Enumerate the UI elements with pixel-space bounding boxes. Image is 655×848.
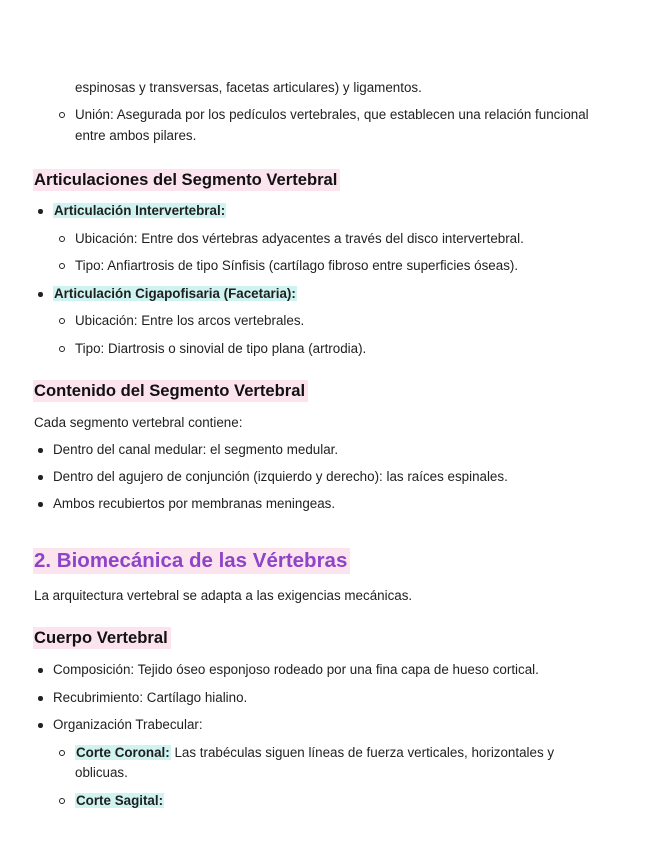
section-heading-articulaciones: Articulaciones del Segmento Vertebral: [33, 169, 340, 191]
term-highlight: Corte Sagital:: [76, 793, 164, 808]
disc-bullet: [38, 475, 43, 480]
term-highlight: Articulación Cigapofisaria (Facetaria):: [54, 286, 296, 301]
circle-bullet: [59, 346, 65, 352]
section-heading-contenido: Contenido del Segmento Vertebral: [33, 380, 308, 402]
term-highlight: Corte Coronal:: [76, 745, 170, 760]
circle-bullet: [59, 750, 65, 756]
continuation-line: espinosas y transversas, facetas articulares) y ligamentos.: [75, 80, 422, 95]
disc-bullet: [38, 448, 43, 453]
disc-bullet: [38, 668, 43, 673]
list-sub-item: [75, 742, 554, 763]
list-sub-item: Ubicación: Entre dos vértebras adyacentes a través del disco intervertebral.: [75, 231, 524, 246]
circle-bullet: [59, 798, 65, 804]
list-item: Dentro del agujero de conjunción (izquierdo y derecho): las raíces espinales.: [53, 469, 508, 484]
paragraph: Cada segmento vertebral contiene:: [34, 415, 243, 430]
list-item: Composición: Tejido óseo esponjoso rodeado por una fina capa de hueso cortical.: [53, 662, 539, 677]
list-sub-item: Ubicación: Entre los arcos vertebrales.: [75, 313, 305, 328]
paragraph: La arquitectura vertebral se adapta a las exigencias mecánicas.: [34, 588, 413, 603]
list-item: Ambos recubiertos por membranas meningeas.: [53, 496, 336, 511]
list-sub-item-continuation: oblicuas.: [75, 765, 128, 780]
list-item-title: [53, 283, 297, 304]
union-line-2: entre ambos pilares.: [75, 128, 197, 143]
circle-bullet: [59, 236, 65, 242]
disc-bullet: [38, 696, 43, 701]
list-sub-item: [75, 790, 164, 811]
list-item: Recubrimiento: Cartílago hialino.: [53, 690, 248, 705]
term-highlight: Articulación Intervertebral:: [54, 203, 226, 218]
disc-bullet: [38, 292, 43, 297]
circle-bullet: [59, 112, 65, 118]
circle-bullet: [59, 263, 65, 269]
disc-bullet: [38, 209, 43, 214]
list-item-title: [53, 200, 226, 221]
union-line-1: Unión: Asegurada por los pedículos vertebrales, que establecen una relación funcional: [75, 107, 589, 122]
disc-bullet: [38, 502, 43, 507]
list-item: Dentro del canal medular: el segmento medular.: [53, 442, 339, 457]
list-item: Organización Trabecular:: [53, 717, 203, 732]
section-heading-biomecanica: 2. Biomecánica de las Vértebras: [33, 548, 350, 574]
section-heading-cuerpo: Cuerpo Vertebral: [33, 627, 171, 649]
list-sub-item: Tipo: Diartrosis o sinovial de tipo plana (artrodia).: [75, 341, 367, 356]
circle-bullet: [59, 318, 65, 324]
list-sub-item: Tipo: Anfiartrosis de tipo Sínfisis (cartílago fibroso entre superficies óseas).: [75, 258, 519, 273]
disc-bullet: [38, 723, 43, 728]
sub-item-text: Las trabéculas siguen líneas de fuerza verticales, horizontales y: [170, 745, 555, 760]
